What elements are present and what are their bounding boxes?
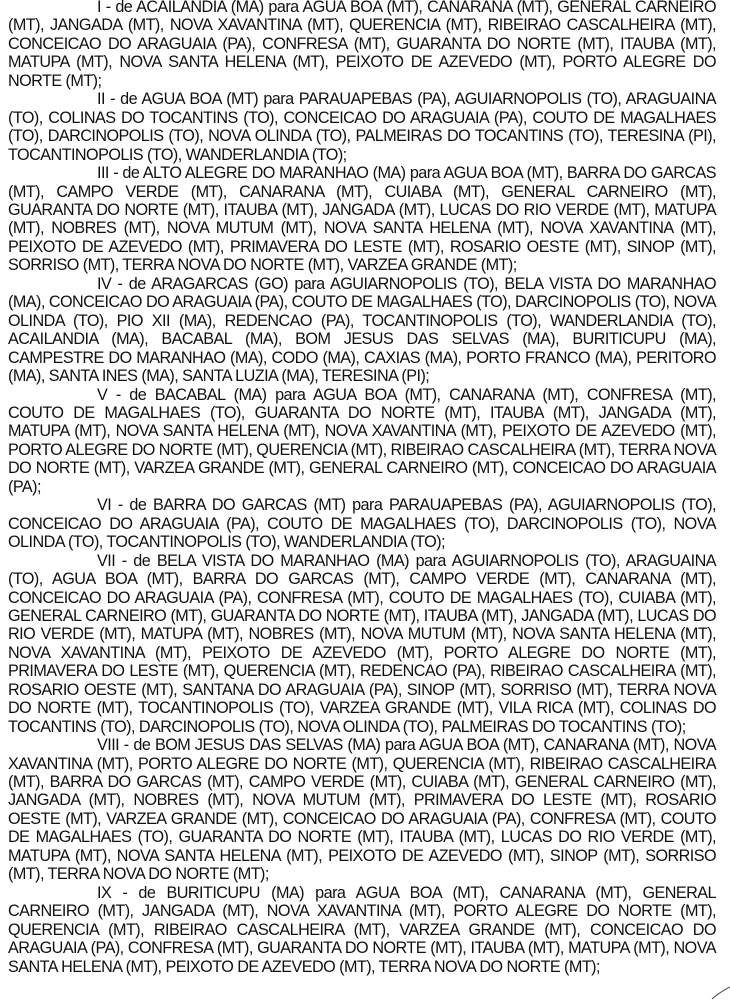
paragraph-item-vii: VII - de BELA VISTA DO MARANHAO (MA) para AGUIARNOPOLIS (TO), ARAGUAINA (TO), AGUA BOA (MT), BARRA DO GARCAS (MT), CAMPO VERDE (MT), CANARANA (MT), CONCEICAO DO ARAGUAIA (PA), CONFRESA (MT), COUTO DE MAGALHAES (TO), CUIABA (MT), GENERAL CARNEIRO (MT), GUARANTA DO NORTE (MT), ITAUBA (MT), JANGADA (MT), LUCAS DO RIO VERDE (MT), MATUPA (MT), NOBRES (MT), NOVA MUTUM (MT), NOVA SANTA HELENA (MT), NOVA XAVANTINA (MT), PEIXOTO DE AZEVEDO (MT), PORTO ALEGRE DO NORTE (MT), PRIMAVERA DO LESTE (MT), QUERENCIA (MT), REDENCAO (PA), RIBEIRAO CASCALHEIRA (MT), ROSARIO OESTE (MT), SANTANA DO ARAGUAIA (PA), SINOP (MT), SORRISO (MT), TERRA NOVA DO NORTE (MT), TOCANTINOPOLIS (TO), VARZEA GRANDE (MT), VILA RICA (MT), COLINAS DO TOCANTINS (TO), DARCINOPOLIS (TO), NOVA OLINDA (TO), PALMEIRAS DO TOCANTINS (TO); — [8, 551, 716, 736]
paragraph-item-viii: VIII - de BOM JESUS DAS SELVAS (MA) para AGUA BOA (MT), CANARANA (MT), NOVA XAVANTINA (MT), PORTO ALEGRE DO NORTE (MT), QUERENCIA (MT), RIBEIRAO CASCALHEIRA (MT), BARRA DO GARCAS (MT), CAMPO VERDE (MT), CUIABA (MT), GENERAL CARNEIRO (MT), JANGADA (MT), NOBRES (MT), NOVA MUTUM (MT), PRIMAVERA DO LESTE (MT), ROSARIO OESTE (MT), VARZEA GRANDE (MT), CONCEICAO DO ARAGUAIA (PA), CONFRESA (MT), COUTO DE MAGALHAES (TO), GUARANTA DO NORTE (MT), ITAUBA (MT), LUCAS DO RIO VERDE (MT), MATUPA (MT), NOVA SANTA HELENA (MT), PEIXOTO DE AZEVEDO (MT), SINOP (MT), SORRISO (MT), TERRA NOVA DO NORTE (MT); — [8, 736, 716, 884]
paragraph-item-ii: II - de AGUA BOA (MT) para PARAUAPEBAS (PA), AGUIARNOPOLIS (TO), ARAGUAINA (TO), COLINAS DO TOCANTINS (TO), CONCEICAO DO ARAGUAIA (PA), COUTO DE MAGALHAES (TO), DARCINOPOLIS (TO), NOVA OLINDA (TO), PALMEIRAS DO TOCANTINS (TO), TERESINA (PI), TOCANTINOPOLIS (TO), WANDERLANDIA (TO); — [8, 90, 716, 164]
paragraph-item-i: I - de ACAILANDIA (MA) para AGUA BOA (MT), CANARANA (MT), GENERAL CARNEIRO (MT), JANGADA (MT), NOVA XAVANTINA (MT), QUERENCIA (MT), RIBEIRAO CASCALHEIRA (MT), CONCEICAO DO ARAGUAIA (PA), CONFRESA (MT), GUARANTA DO NORTE (MT), ITAUBA (MT), MATUPA (MT), NOVA SANTA HELENA (MT), PEIXOTO DE AZEVEDO (MT), PORTO ALEGRE DO NORTE (MT); — [8, 0, 716, 90]
paragraph-item-v: V - de BACABAL (MA) para AGUA BOA (MT), CANARANA (MT), CONFRESA (MT), COUTO DE MAGALHAES (TO), GUARANTA DO NORTE (MT), ITAUBA (MT), JANGADA (MT), MATUPA (MT), NOVA SANTA HELENA (MT), NOVA XAVANTINA (MT), PEIXOTO DE AZEVEDO (MT), PORTO ALEGRE DO NORTE (MT), QUERENCIA (MT), RIBEIRAO CASCALHEIRA (MT), TERRA NOVA DO NORTE (MT), VARZEA GRANDE (MT), GENERAL CARNEIRO (MT), CONCEICAO DO ARAGUAIA (PA); — [8, 385, 716, 496]
paragraph-item-ix: IX - de BURITICUPU (MA) para AGUA BOA (MT), CANARANA (MT), GENERAL CARNEIRO (MT), JANGADA (MT), NOVA XAVANTINA (MT), PORTO ALEGRE DO NORTE (MT), QUERENCIA (MT), RIBEIRAO CASCALHEIRA (MT), VARZEA GRANDE (MT), CONCEICAO DO ARAGUAIA (PA), CONFRESA (MT), GUARANTA DO NORTE (MT), ITAUBA (MT), MATUPA (MT), NOVA SANTA HELENA (MT), PEIXOTO DE AZEVEDO (MT), TERRA NOVA DO NORTE (MT); — [8, 883, 716, 976]
page-fold-mark-icon — [710, 986, 730, 1000]
paragraph-item-iii: III - de ALTO ALEGRE DO MARANHAO (MA) para AGUA BOA (MT), BARRA DO GARCAS (MT), CAMPO VERDE (MT), CANARANA (MT), CUIABA (MT), GENERAL CARNEIRO (MT), GUARANTA DO NORTE (MT), ITAUBA (MT), JANGADA (MT), LUCAS DO RIO VERDE (MT), MATUPA (MT), NOBRES (MT), NOVA MUTUM (MT), NOVA SANTA HELENA (MT), NOVA XAVANTINA (MT), PEIXOTO DE AZEVEDO (MT), PRIMAVERA DO LESTE (MT), ROSARIO OESTE (MT), SINOP (MT), SORRISO (MT), TERRA NOVA DO NORTE (MT), VARZEA GRANDE (MT); — [8, 164, 716, 275]
document-body — [8, 0, 716, 976]
paragraph-item-iv: IV - de ARAGARCAS (GO) para AGUIARNOPOLIS (TO), BELA VISTA DO MARANHAO (MA), CONCEICAO DO ARAGUAIA (PA), COUTO DE MAGALHAES (TO), DARCINOPOLIS (TO), NOVA OLINDA (TO), PIO XII (MA), REDENCAO (PA), TOCANTINOPOLIS (TO), WANDERLANDIA (TO), ACAILANDIA (MA), BACABAL (MA), BOM JESUS DAS SELVAS (MA), BURITICUPU (MA), CAMPESTRE DO MARANHAO (MA), CODO (MA), CAXIAS (MA), PORTO FRANCO (MA), PERITORO (MA), SANTA INES (MA), SANTA LUZIA (MA), TERESINA (PI); — [8, 274, 716, 386]
paragraph-item-vi: VI - de BARRA DO GARCAS (MT) para PARAUAPEBAS (PA), AGUIARNOPOLIS (TO), CONCEICAO DO ARAGUAIA (PA), COUTO DE MAGALHAES (TO), DARCINOPOLIS (TO), NOVA OLINDA (TO), TOCANTINOPOLIS (TO), WANDERLANDIA (TO); — [8, 496, 716, 552]
